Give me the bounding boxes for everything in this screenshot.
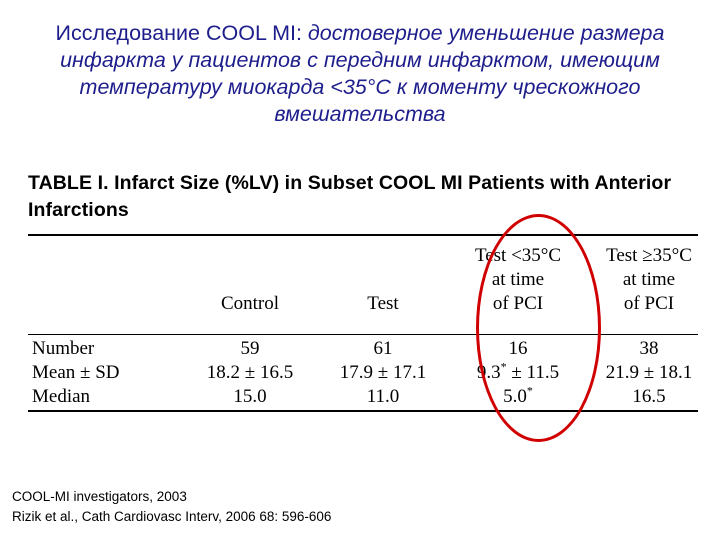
column-header-test-ge35-line1: Test ≥35°C	[606, 245, 692, 266]
cell-number-control: 59	[240, 338, 260, 359]
column-header-test-lt35-line2: at time	[491, 269, 545, 290]
column-header-test-ge35-line2: at time	[622, 269, 676, 290]
cell-median-control: 15.0	[233, 386, 267, 407]
page-title-lead: Исследование COOL MI:	[55, 21, 302, 45]
page-title	[14, 20, 706, 128]
cell-median-test: 11.0	[366, 386, 400, 407]
row-label-number: Number	[32, 338, 95, 359]
cell-number-ge35: 38	[639, 338, 659, 359]
cell-mean-lt35-tail: ± 11.5	[506, 362, 560, 383]
cell-median-ge35: 16.5	[632, 386, 666, 407]
table-rule-middle	[28, 334, 698, 335]
cell-number-test: 61	[373, 338, 393, 359]
column-header-test-lt35-line3: of PCI	[492, 293, 544, 314]
citation	[12, 487, 702, 527]
table-caption: TABLE I. Infarct Size (%LV) in Subset COOL MI Patients with Anterior Infarctions	[28, 172, 672, 221]
cell-mean-ge35: 21.9 ± 18.1	[605, 362, 693, 383]
cell-mean-lt35-value: 9.3	[476, 362, 501, 383]
cell-median-lt35	[448, 383, 588, 408]
table-row	[28, 383, 698, 410]
table-figure	[20, 162, 703, 437]
table-row	[28, 359, 698, 386]
citation-line-2: Rizik et al., Cath Cardiovasc Interv, 2006 68: 596-606	[12, 509, 332, 524]
citation-line-1: COOL-MI investigators, 2003	[12, 489, 187, 504]
table-rule-bottom	[28, 410, 698, 412]
row-label-median: Median	[32, 386, 91, 407]
column-header-control: Control	[220, 293, 280, 314]
column-header-test-ge35-line3: of PCI	[623, 293, 675, 314]
column-header-test-ge35	[584, 244, 714, 316]
cell-median-lt35-value: 5.0	[503, 386, 527, 407]
cell-mean-control: 18.2 ± 16.5	[206, 362, 294, 383]
table-body	[28, 338, 698, 410]
cell-number-lt35: 16	[508, 338, 528, 359]
significance-marker: *	[526, 383, 533, 398]
row-label-mean-sd: Mean ± SD	[32, 362, 120, 383]
cell-mean-test: 17.9 ± 17.1	[339, 362, 427, 383]
cell-mean-lt35	[448, 359, 588, 384]
table-row	[28, 338, 698, 362]
page-title-rest: достоверное уменьшение размера инфаркта у пациентов с передним инфарктом, имеющим температуру миокарда <35°C к моменту чрескожного вмешательства	[60, 21, 665, 126]
column-header-test-lt35	[448, 244, 588, 316]
column-header-test: Test	[367, 293, 399, 314]
table-rule-top	[28, 234, 698, 236]
column-header-test-lt35-line1: Test <35°C	[474, 245, 562, 266]
significance-marker: *	[500, 359, 507, 374]
table-column-headers	[28, 240, 698, 332]
